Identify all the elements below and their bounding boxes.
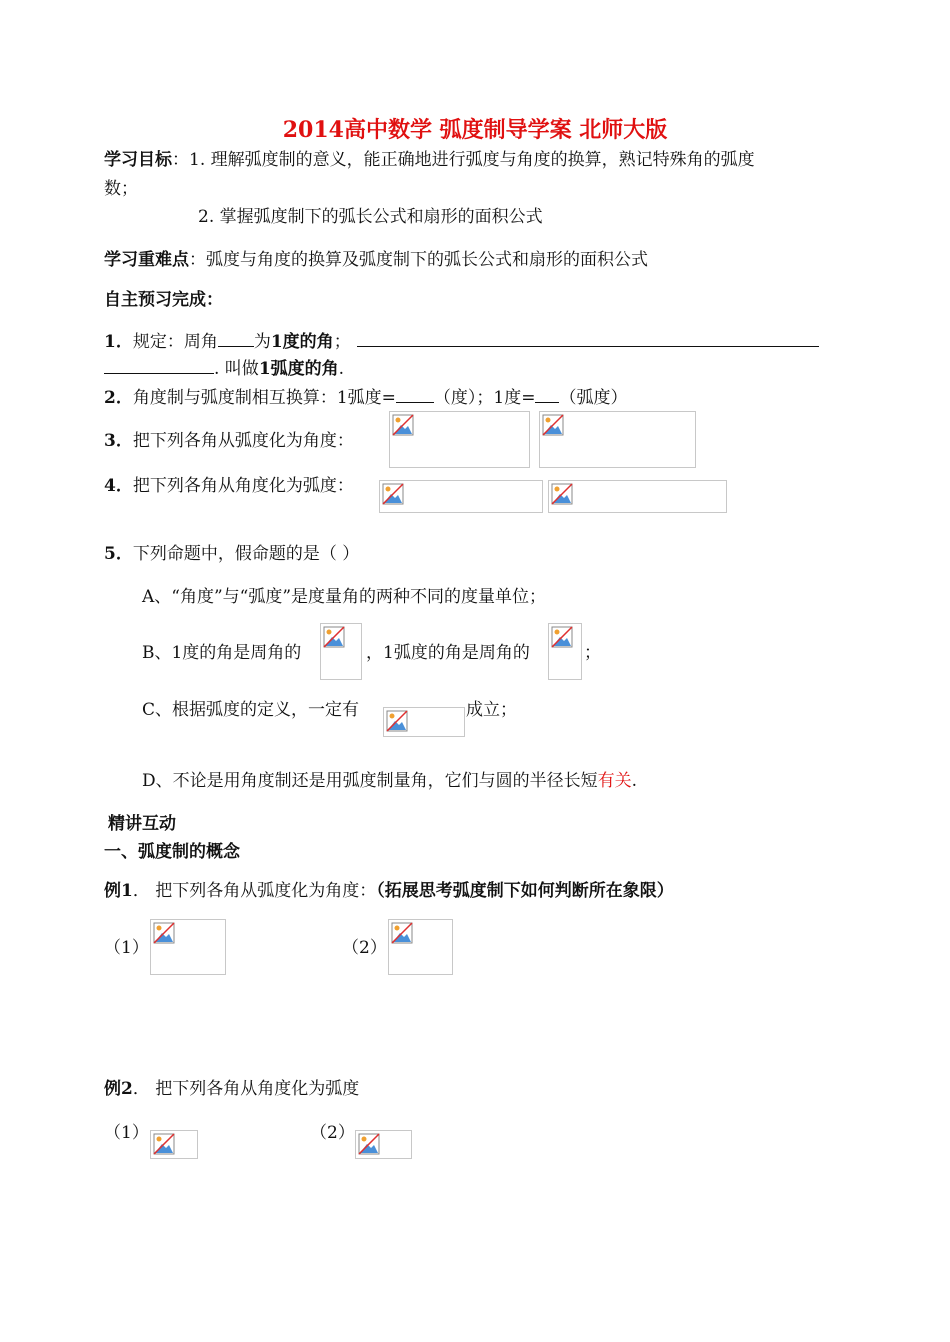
question-4: [104, 475, 354, 497]
q5-option-d-part1: D、不论是用角度制还是用弧度制量角，它们与圆的半径长短: [142, 771, 598, 791]
ex2-text: ． 把下列各角从角度化为弧度: [132, 1079, 360, 1099]
broken-image-icon: [542, 414, 564, 436]
objectives-line2: 2. 掌握弧度制下的弧长公式和扇形的面积公式: [198, 207, 543, 227]
q1-text-d: ；: [333, 332, 351, 352]
q1-blank-1[interactable]: [218, 330, 254, 347]
section-1-heading: 一、弧度制的概念: [104, 842, 240, 862]
broken-image-icon: [551, 483, 573, 505]
ex1-image-1: [150, 919, 226, 975]
q1-text-e: . 叫做: [214, 359, 259, 379]
broken-image-icon: [358, 1133, 380, 1155]
broken-image-icon: [391, 922, 413, 944]
q1-text-g: .: [338, 359, 345, 379]
example-2: [104, 1078, 359, 1100]
question-5: [104, 543, 359, 565]
q5-option-d-emphasis: 有关: [597, 771, 632, 791]
key-points: [104, 249, 648, 271]
ex1-hint: （拓展思考弧度制下如何判断所在象限）: [376, 881, 674, 901]
q5-option-c-part2: 成立；: [466, 700, 517, 720]
broken-image-icon: [392, 414, 414, 436]
q5-option-b-part2: ，1弧度的角是周角的: [366, 643, 530, 663]
ex1-image-2: [388, 919, 453, 975]
q3-text: 把下列各角从弧度化为角度：: [132, 431, 354, 451]
q1-text-b: 为: [253, 332, 271, 352]
example-1: [104, 880, 674, 902]
q5-text: 下列命题中，假命题的是（ ）: [132, 544, 360, 564]
q3-image-1: [389, 411, 530, 468]
q2-num: 2．: [104, 388, 133, 408]
question-1-cont: [104, 357, 344, 380]
broken-image-icon: [382, 483, 404, 505]
ex1-item-2-label: （2）: [342, 938, 387, 958]
q3-image-2: [539, 411, 696, 468]
ex2-label: 例2: [104, 1079, 133, 1099]
ex1-text: ． 把下列各角从弧度化为角度：: [132, 881, 377, 901]
q2-text-c: （弧度）: [559, 388, 628, 408]
question-3: [104, 430, 354, 452]
ex1-label: 例1: [104, 881, 133, 901]
q5-option-b-part3: ；: [584, 643, 601, 663]
q4-image-2: [548, 480, 727, 513]
question-2: [104, 386, 627, 409]
q5-num: 5．: [104, 544, 133, 564]
q4-image-1: [379, 480, 543, 513]
q1-blank-2[interactable]: [357, 330, 819, 347]
q1-text-f: 1弧度的角: [258, 359, 339, 379]
q1-text-c: 1度的角: [270, 332, 334, 352]
q5-option-d: [142, 770, 637, 792]
broken-image-icon: [551, 626, 573, 648]
preview-heading: 自主预习完成：: [104, 290, 223, 310]
q5-option-c-part1: C、根据弧度的定义，一定有: [142, 700, 360, 720]
ex2-image-2: [355, 1130, 412, 1159]
q1-num: 1．: [104, 332, 133, 352]
q4-num: 4．: [104, 476, 133, 496]
question-1: [104, 330, 819, 353]
q3-num: 3．: [104, 431, 133, 451]
broken-image-icon: [386, 710, 408, 732]
document-title: 2014高中数学 弧度制导学案 北师大版: [282, 117, 668, 143]
q1-blank-3[interactable]: [104, 357, 214, 374]
objectives-line1-cont: 数；: [104, 179, 138, 199]
q2-text-a: 角度制与弧度制相互换算：1弧度=: [132, 388, 396, 408]
q4-text: 把下列各角从角度化为弧度：: [132, 476, 354, 496]
broken-image-icon: [153, 1133, 175, 1155]
q1-text-a: 规定：周角: [132, 332, 218, 352]
q5-b-image-2: [548, 623, 582, 680]
q5-option-d-part3: .: [631, 771, 638, 791]
q2-blank-2[interactable]: [535, 386, 559, 403]
objectives-line1: [104, 149, 755, 171]
q2-blank-1[interactable]: [396, 386, 434, 403]
ex1-item-1-label: （1）: [104, 938, 149, 958]
q5-c-image: [383, 707, 465, 737]
q5-option-a: A、“角度”与“弧度”是度量角的两种不同的度量单位；: [142, 587, 547, 607]
key-points-label: 学习重难点: [104, 250, 189, 270]
broken-image-icon: [323, 626, 345, 648]
broken-image-icon: [153, 922, 175, 944]
ex2-image-1: [150, 1130, 198, 1159]
objectives-label: 学习目标: [104, 150, 172, 170]
q5-option-b-part1: B、1度的角是周角的: [142, 643, 302, 663]
ex2-item-2-label: （2）: [310, 1123, 355, 1143]
lecture-heading: 精讲互动: [108, 814, 176, 834]
objectives-text1: ：1. 理解弧度制的意义，能正确地进行弧度与角度的换算，熟记特殊角的弧度: [172, 150, 755, 170]
ex2-item-1-label: （1）: [104, 1123, 149, 1143]
q2-text-b: （度）；1度=: [433, 388, 536, 408]
key-points-text: ：弧度与角度的换算及弧度制下的弧长公式和扇形的面积公式: [189, 250, 648, 270]
q5-b-image-1: [320, 623, 362, 680]
